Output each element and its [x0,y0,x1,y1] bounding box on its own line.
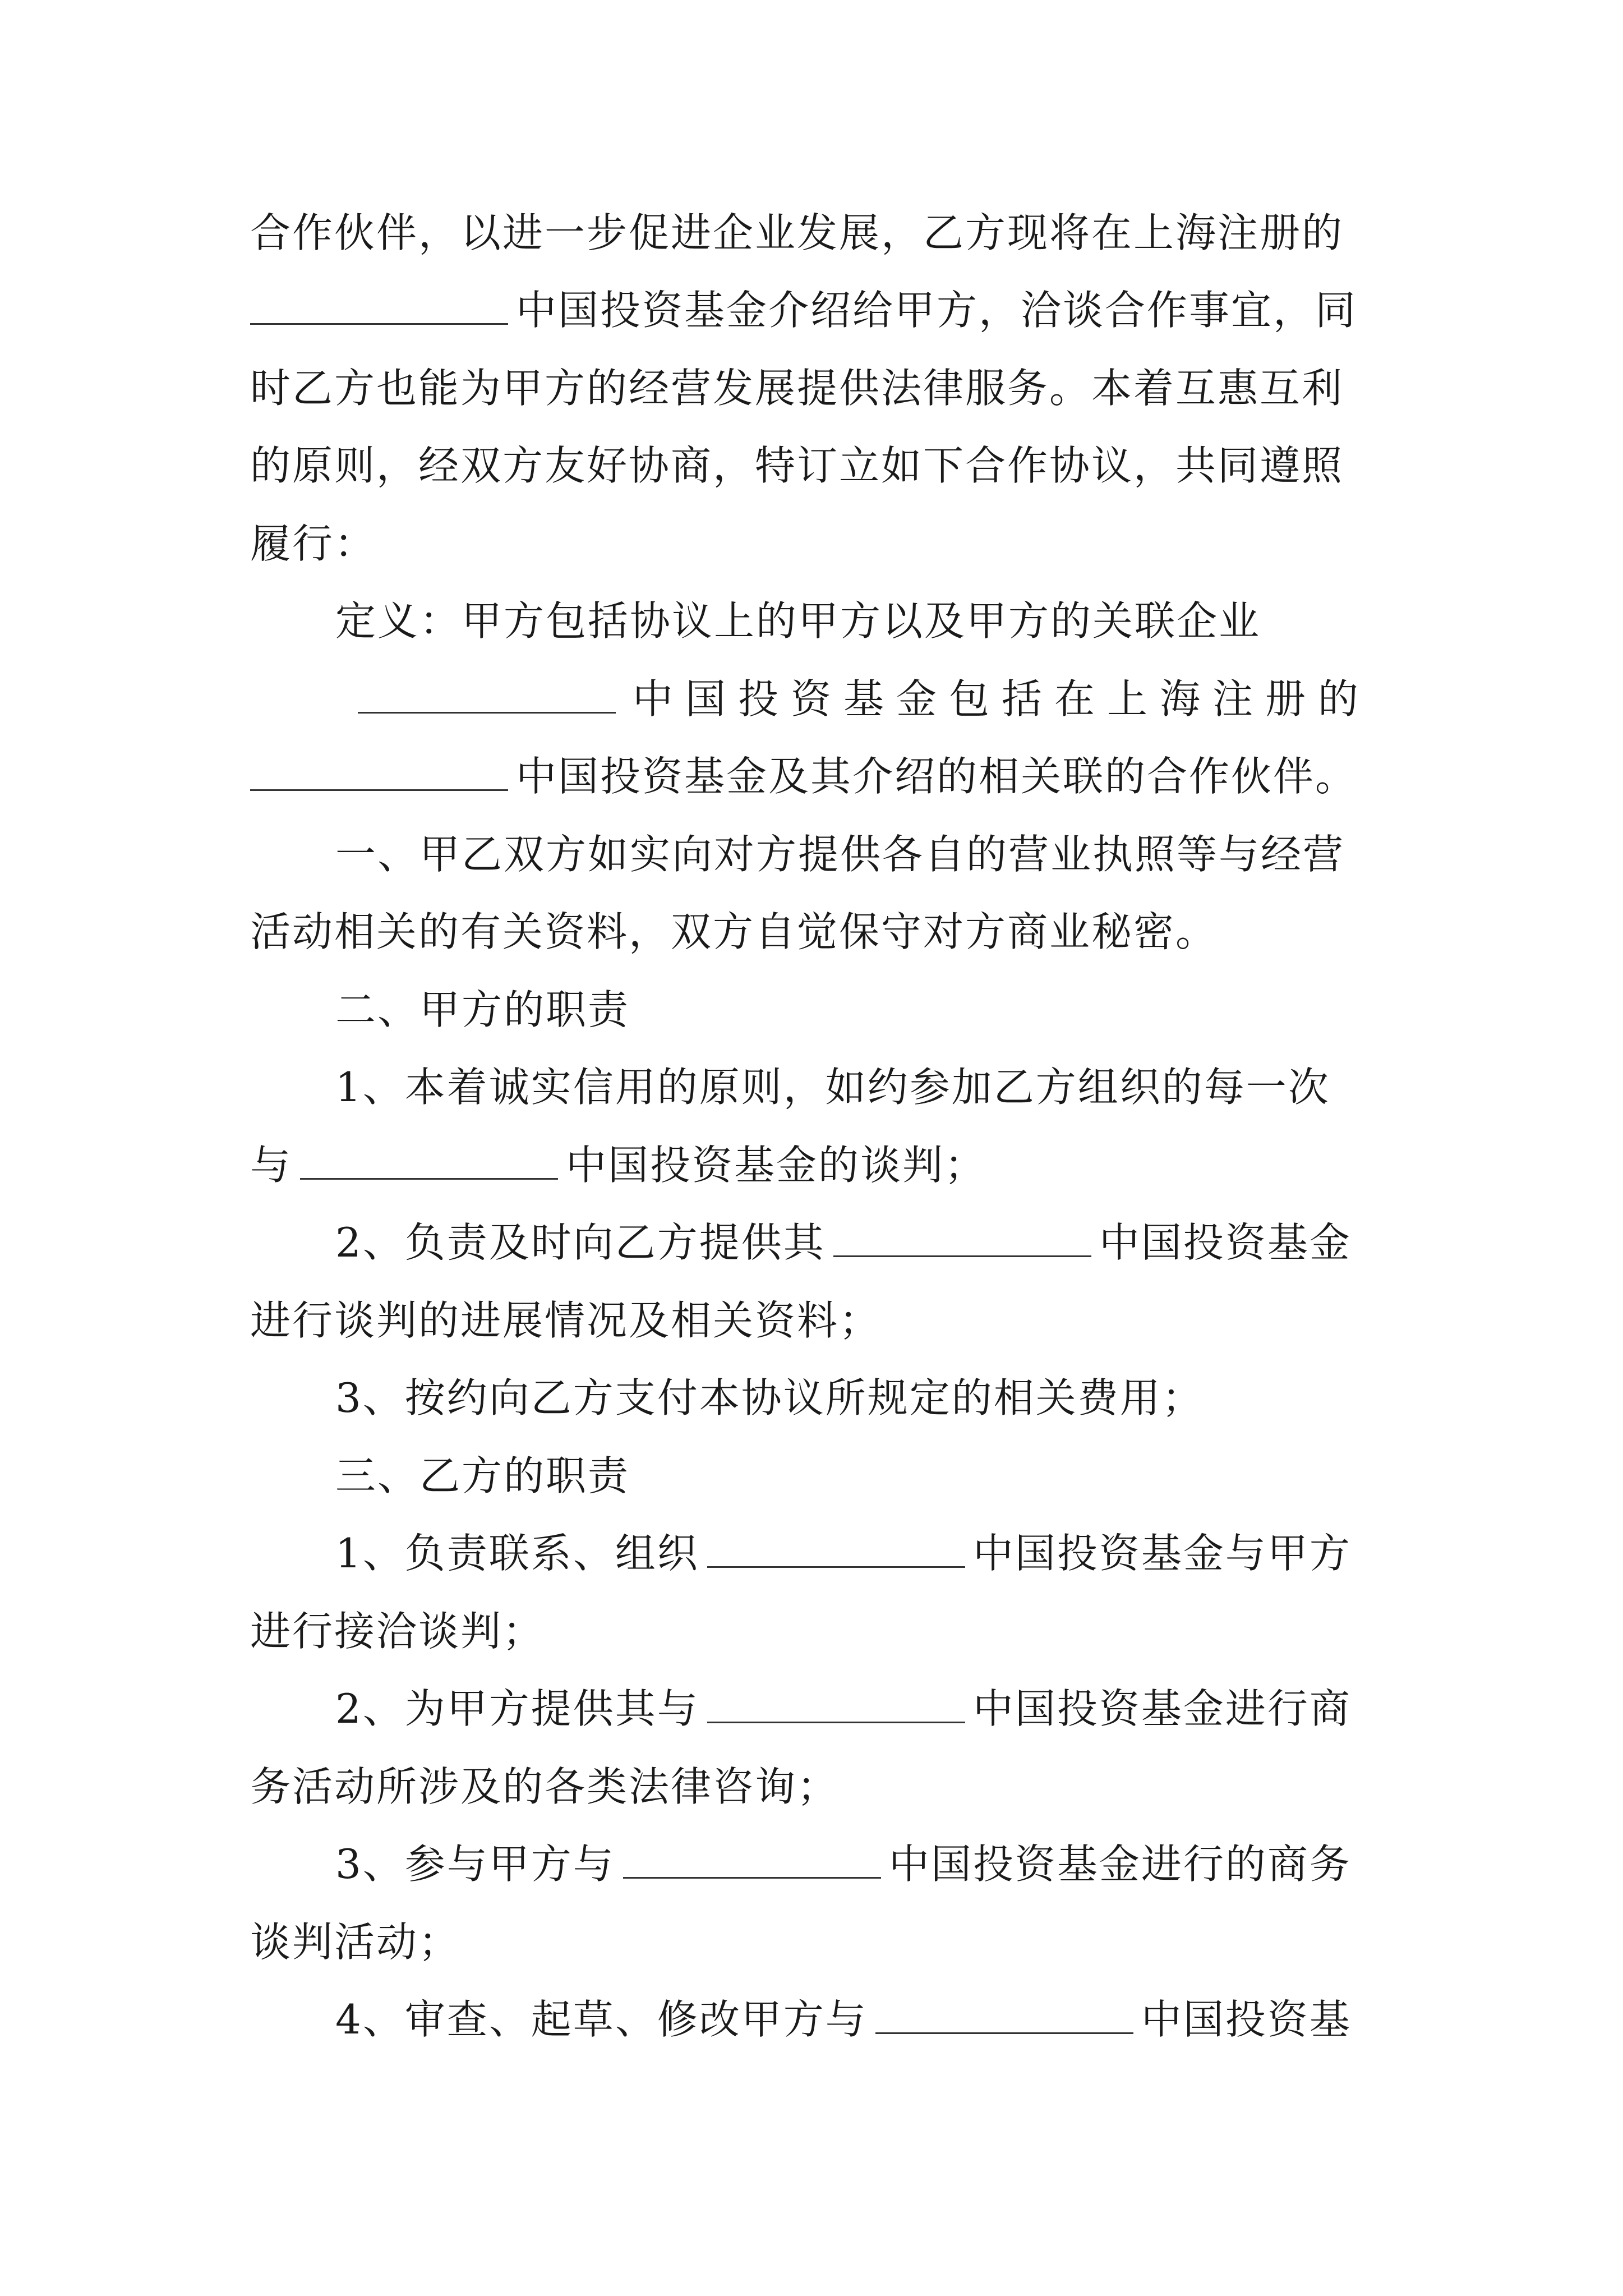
text-line [250,576,1377,660]
text-line [250,1275,1377,1359]
text-line [250,1430,1377,1515]
fill-blank[interactable] [300,1176,558,1180]
line-text: 中国投资基金进行的商务 [888,1841,1352,1888]
text-line [250,886,1377,970]
fill-blank[interactable] [250,321,508,325]
fill-blank[interactable] [623,1875,881,1879]
line-text: 一、甲乙双方如实向对方提供各自的营业执照等与经营 [335,831,1345,878]
text-line [250,1974,1377,2058]
fill-blank[interactable] [250,787,508,791]
line-text: 与 [250,1142,293,1189]
text-line [250,731,1377,815]
text-line [250,1120,1377,1204]
line-text: 进行谈判的进展情况及相关资料； [250,1297,882,1344]
line-text: 时乙方也能为甲方的经营发展提供法律服务。本着互惠互利 [250,365,1344,412]
line-text: 3、按约向乙方支付本协议所规定的相关费用； [335,1374,1204,1421]
line-text: 定义：甲方包括协议上的甲方以及甲方的关联企业 [335,597,1261,645]
line-text: 2、负责及时向乙方提供其 [335,1219,826,1266]
line-text: 1、负责联系、组织 [335,1530,699,1577]
text-line [250,964,1377,1048]
text-line [250,187,1377,272]
fill-blank[interactable] [707,1719,965,1723]
line-text: 中国投资基金及其介绍的相关联的合作伙伴。 [516,753,1358,800]
text-line [250,1663,1377,1747]
line-text: 4、审查、起草、修改甲方与 [335,1996,868,2043]
line-text: 中国投资基金介绍给甲方，洽谈合作事宜，同 [516,287,1358,334]
line-text: 中国投资基金进行商 [972,1685,1352,1732]
text-line [250,1352,1377,1437]
fill-blank[interactable] [833,1253,1091,1257]
text-line [250,343,1377,427]
line-text: 中国投资基金与甲方 [972,1530,1352,1577]
line-text: 的原则，经双方友好协商，特订立如下合作协议，共同遵照 [250,442,1344,489]
line-text: 中国投资基金的谈判； [566,1142,987,1189]
text-line [250,1586,1377,1670]
text-line [250,1741,1377,1825]
text-line [250,265,1377,349]
text-line [250,498,1377,582]
text-line [250,809,1377,893]
line-text: 谈判活动； [250,1918,461,1966]
fill-blank[interactable] [707,1564,965,1568]
text-line [250,420,1377,504]
line-text: 3、参与甲方与 [335,1841,615,1888]
line-text: 二、甲方的职责 [335,986,630,1033]
line-text: 2、为甲方提供其与 [335,1685,699,1732]
line-text: 履行： [250,520,377,567]
line-text: 进行接洽谈判； [250,1608,545,1655]
line-text: 中国投资基 [1141,1996,1352,2043]
fill-blank[interactable] [358,710,616,714]
fill-blank[interactable] [875,2030,1133,2034]
text-line [250,1042,1377,1126]
text-line [250,1508,1377,1592]
text-line [250,654,1377,738]
line-text: 务活动所涉及的各类法律咨询； [250,1763,840,1810]
line-text: 三、乙方的职责 [335,1452,630,1499]
text-line [250,1819,1377,1903]
text-line [250,1197,1377,1281]
line-text: 1、本着诚实信用的原则，如约参加乙方组织的每一次 [335,1064,1330,1111]
line-text: 中国投资基金 [1099,1219,1352,1266]
line-text: 中国投资基金包括在上海注册的 [633,675,1371,723]
text-line [250,1897,1377,1981]
line-text: 合作伙伴，以进一步促进企业发展，乙方现将在上海注册的 [250,209,1344,256]
line-text: 活动相关的有关资料，双方自觉保守对方商业秘密。 [250,908,1218,955]
